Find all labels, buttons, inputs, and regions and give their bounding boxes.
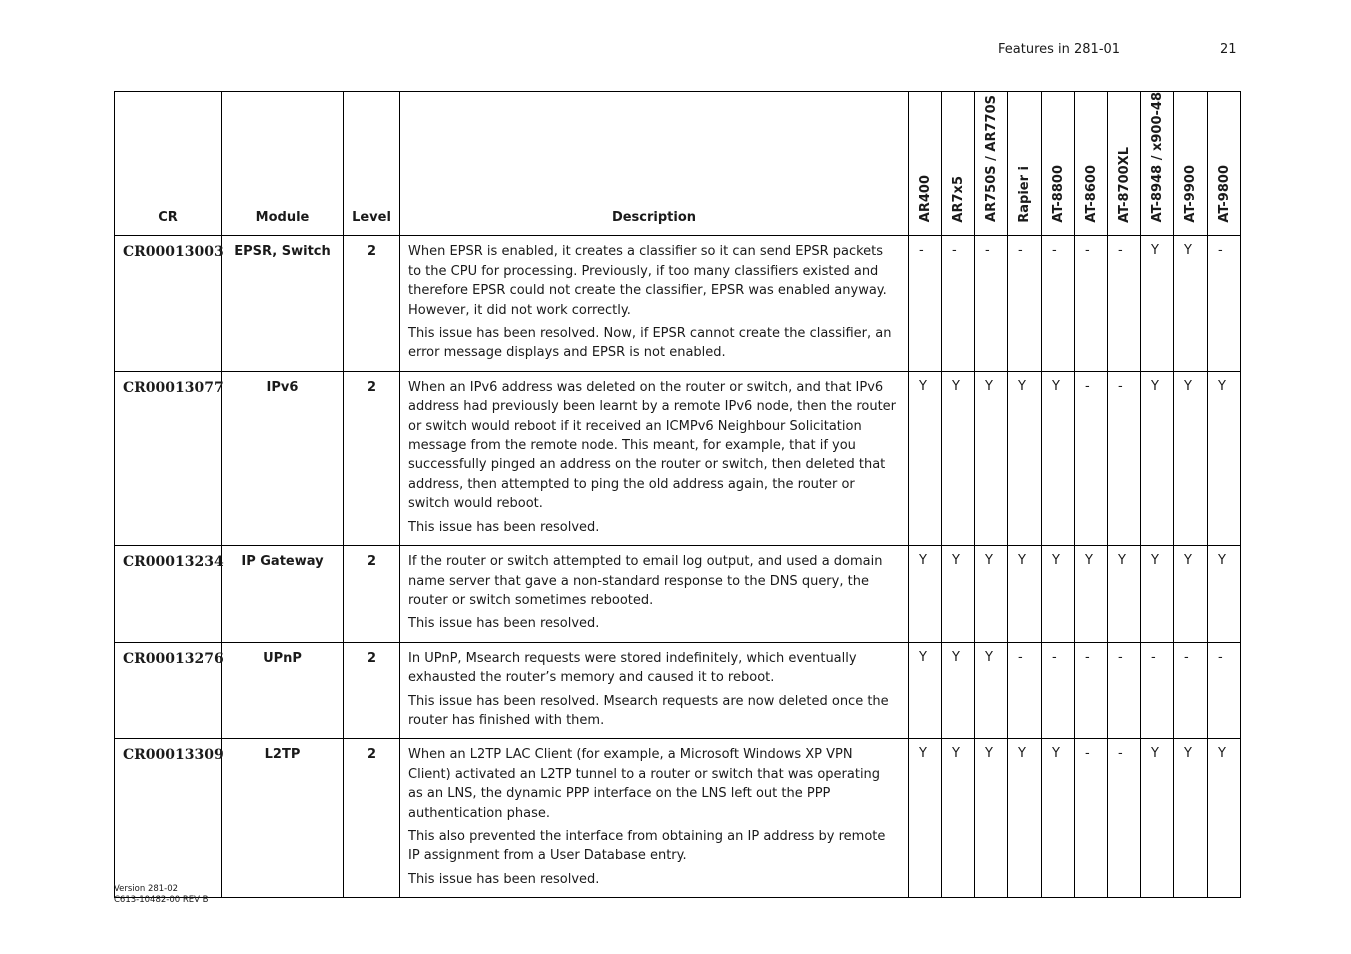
column-header-product: [975, 92, 1008, 236]
product-applicability-flag: Y: [1075, 546, 1108, 643]
change-request-table: [114, 91, 1241, 898]
product-applicability-flag: Y: [975, 371, 1008, 545]
table-row: [115, 739, 1241, 898]
footer-doc-code: C613-10482-00 REV B: [114, 895, 209, 905]
cr-number: CR00013003: [115, 236, 222, 371]
product-applicability-flag: Y: [909, 739, 942, 898]
product-applicability-flag: Y: [1008, 546, 1042, 643]
product-applicability-flag: -: [1075, 236, 1108, 371]
cr-number: CR00013234: [115, 546, 222, 643]
module-name: IPv6: [222, 371, 344, 545]
description-paragraph: If the router or switch attempted to email log output, and used a domain name server that gave a non-standard response to the DNS query, the router or switch sometimes rebooted.: [408, 554, 883, 608]
product-applicability-flag: Y: [975, 546, 1008, 643]
product-applicability-flag: -: [1141, 642, 1174, 739]
product-applicability-flag: -: [1108, 236, 1141, 371]
description-paragraph: When an L2TP LAC Client (for example, a Microsoft Windows XP VPN Client) activated an L2TP tunnel to a router or switch that was operating as an LNS, the dynamic PPP interface on the LNS left out the PPP authentication phase.: [408, 747, 881, 821]
description-cell: [400, 236, 909, 371]
product-applicability-flag: Y: [1042, 546, 1075, 643]
product-applicability-flag: Y: [909, 546, 942, 643]
product-label: AT-9900: [1183, 164, 1198, 223]
description-paragraph: This issue has been resolved.: [408, 519, 600, 535]
product-applicability-flag: -: [1042, 236, 1075, 371]
description-paragraph: This issue has been resolved.: [408, 616, 600, 632]
product-label: AT-8600: [1083, 164, 1099, 223]
product-applicability-flag: -: [1208, 236, 1241, 371]
product-applicability-flag: Y: [1108, 546, 1141, 643]
severity-level: 2: [344, 546, 400, 643]
product-applicability-flag: Y: [1042, 371, 1075, 545]
product-applicability-flag: Y: [1174, 371, 1208, 545]
product-applicability-flag: Y: [909, 642, 942, 739]
product-applicability-flag: Y: [942, 739, 975, 898]
table-row: [115, 236, 1241, 371]
column-header-description: Description: [400, 92, 909, 236]
table-header-row: [115, 92, 1241, 236]
product-applicability-flag: Y: [1008, 739, 1042, 898]
column-header-product: [1108, 92, 1141, 236]
footer-version: Version 281-02: [114, 884, 179, 894]
product-applicability-flag: -: [1075, 371, 1108, 545]
product-applicability-flag: -: [1174, 642, 1208, 739]
product-applicability-flag: -: [1108, 371, 1141, 545]
product-applicability-flag: Y: [975, 642, 1008, 739]
product-label: AT-8800: [1050, 164, 1066, 223]
description-cell: [400, 642, 909, 739]
product-applicability-flag: Y: [1174, 236, 1208, 371]
product-label: AT-9800: [1216, 164, 1232, 223]
product-applicability-flag: Y: [1208, 371, 1241, 545]
product-applicability-flag: Y: [1141, 739, 1174, 898]
product-label: AR750S / AR770S: [983, 95, 999, 223]
description-cell: [400, 371, 909, 545]
product-label: AR400: [917, 175, 933, 223]
severity-level: 2: [344, 739, 400, 898]
column-header-cr: CR: [115, 92, 222, 236]
description-paragraph: When EPSR is enabled, it creates a classifier so it can send EPSR packets to the CPU for processing. Previously, if too many classifiers existed and therefore EPSR could not create the classifier, EPSR was enabled anyway. However, it did not work correctly.: [408, 244, 887, 318]
column-header-product: [942, 92, 975, 236]
product-label: AT-8700XL: [1116, 146, 1132, 223]
cr-number: CR00013077: [115, 371, 222, 545]
column-header-product: [1208, 92, 1241, 236]
product-label: AR7x5: [950, 175, 966, 223]
product-applicability-flag: -: [1075, 739, 1108, 898]
cr-number: CR00013276: [115, 642, 222, 739]
table-row: [115, 546, 1241, 643]
product-applicability-flag: -: [975, 236, 1008, 371]
product-label: Rapier i: [1017, 165, 1032, 223]
running-header-title: Features in 281-01: [998, 42, 1121, 57]
cr-number: CR00013309: [115, 739, 222, 898]
product-applicability-flag: Y: [975, 739, 1008, 898]
product-applicability-flag: Y: [1208, 546, 1241, 643]
product-applicability-flag: Y: [1208, 739, 1241, 898]
description-cell: [400, 546, 909, 643]
product-applicability-flag: -: [909, 236, 942, 371]
column-header-product: [909, 92, 942, 236]
product-applicability-flag: -: [1042, 642, 1075, 739]
product-applicability-flag: Y: [942, 642, 975, 739]
product-applicability-flag: -: [1008, 236, 1042, 371]
column-header-level: Level: [344, 92, 400, 236]
module-name: L2TP: [222, 739, 344, 898]
product-applicability-flag: Y: [942, 371, 975, 545]
product-applicability-flag: Y: [1141, 371, 1174, 545]
description-cell: [400, 739, 909, 898]
product-applicability-flag: -: [1008, 642, 1042, 739]
description-paragraph: When an IPv6 address was deleted on the router or switch, and that IPv6 address had previously been learnt by a remote IPv6 node, then the router or switch would reboot if it received an ICMPv6 Neighbour Solicitation message from the remote node. This meant, for example, that if you successfully pinged an address on the router or switch, then deleted that address, then attempted to ping the old address again, the router or switch would reboot.: [408, 379, 897, 512]
description-paragraph: This issue has been resolved.: [408, 871, 600, 887]
product-applicability-flag: -: [1208, 642, 1241, 739]
product-applicability-flag: Y: [942, 546, 975, 643]
column-header-product: [1008, 92, 1042, 236]
column-header-product: [1042, 92, 1075, 236]
description-paragraph: This issue has been resolved. Now, if EPSR cannot create the classifier, an error message displays and EPSR is not enabled.: [408, 326, 892, 361]
description-paragraph: This also prevented the interface from obtaining an IP address by remote IP assignment from a User Database entry.: [408, 828, 886, 864]
description-paragraph: This issue has been resolved. Msearch requests are now deleted once the router has finished with them.: [408, 693, 889, 728]
column-header-module: Module: [222, 92, 344, 236]
product-applicability-flag: Y: [1042, 739, 1075, 898]
column-header-product: [1075, 92, 1108, 236]
table-row: [115, 371, 1241, 545]
module-name: UPnP: [222, 642, 344, 739]
product-applicability-flag: Y: [1141, 236, 1174, 371]
product-applicability-flag: -: [1108, 642, 1141, 739]
description-paragraph: In UPnP, Msearch requests were stored indefinitely, which eventually exhausted the router’s memory and caused it to reboot.: [408, 650, 857, 686]
product-applicability-flag: Y: [1174, 546, 1208, 643]
severity-level: 2: [344, 371, 400, 545]
table-row: [115, 642, 1241, 739]
product-applicability-flag: Y: [909, 371, 942, 545]
product-applicability-flag: -: [1075, 642, 1108, 739]
module-name: IP Gateway: [222, 546, 344, 643]
column-header-product: [1174, 92, 1208, 236]
module-name: EPSR, Switch: [222, 236, 344, 371]
product-applicability-flag: -: [942, 236, 975, 371]
product-applicability-flag: -: [1108, 739, 1141, 898]
severity-level: 2: [344, 642, 400, 739]
severity-level: 2: [344, 236, 400, 371]
product-applicability-flag: Y: [1008, 371, 1042, 545]
column-header-product: [1141, 92, 1174, 236]
product-applicability-flag: Y: [1174, 739, 1208, 898]
page-number: 21: [1220, 42, 1237, 57]
product-label: AT-8948 / x900-48: [1149, 92, 1165, 223]
product-applicability-flag: Y: [1141, 546, 1174, 643]
